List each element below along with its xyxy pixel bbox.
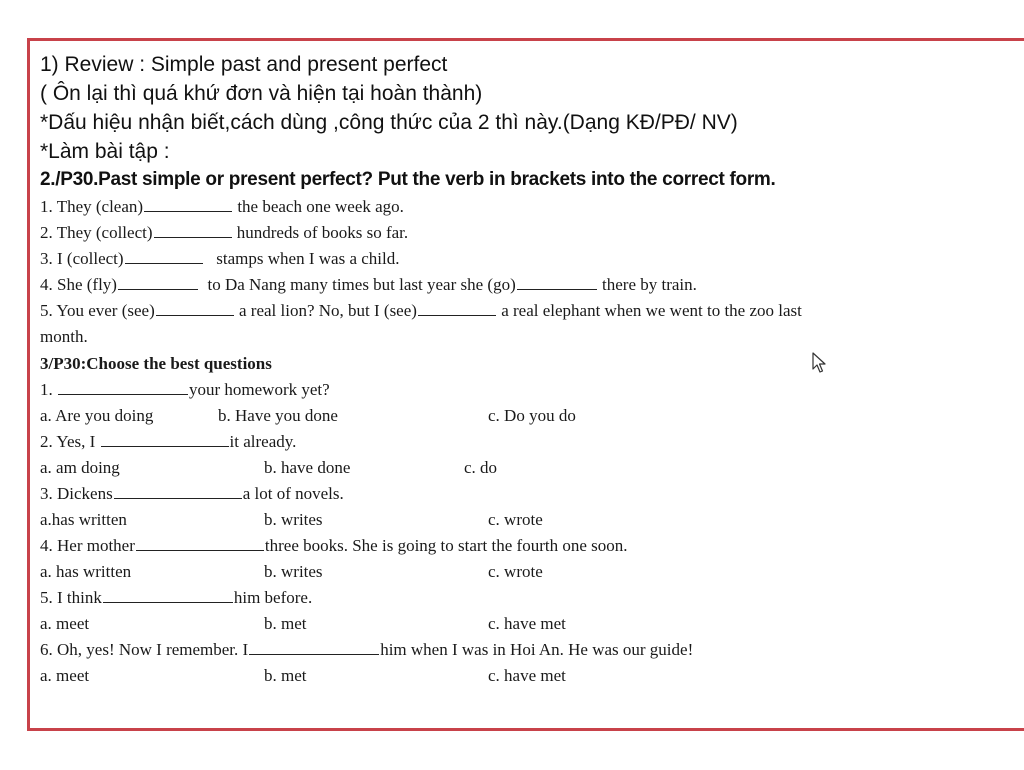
s3-options-5 — [40, 611, 1010, 637]
s3-question-5 — [40, 585, 1010, 611]
option-a[interactable]: a. Are you doing — [40, 406, 154, 425]
answer-blank[interactable] — [58, 379, 188, 395]
s3-options-6 — [40, 663, 1010, 689]
question-text: 6. Oh, yes! Now I remember. I — [40, 640, 249, 659]
answer-blank[interactable] — [101, 431, 229, 447]
option-a[interactable]: a. has written — [40, 562, 132, 581]
question-rest: him before. — [233, 588, 313, 607]
s2-item-5 — [40, 298, 1010, 324]
s2-item-3 — [40, 246, 1010, 272]
answer-blank[interactable] — [156, 300, 234, 316]
answer-blank[interactable] — [418, 300, 496, 316]
section2-title: 2./P30.Past simple or present perfect? Put the verb in brackets into the correct form. — [40, 169, 776, 190]
s2-item-3-text: 3. I (collect) — [40, 249, 124, 268]
question-rest: a lot of novels. — [242, 484, 344, 503]
answer-blank[interactable] — [517, 274, 597, 290]
option-a[interactable]: a.has written — [40, 510, 127, 529]
option-b[interactable]: b. Have you done — [218, 406, 338, 425]
s2-item-2-text: 2. They (collect) — [40, 223, 153, 242]
option-c[interactable]: c. wrote — [488, 510, 543, 529]
option-b[interactable]: b. writes — [264, 510, 323, 529]
s3-question-6 — [40, 637, 1010, 663]
s2-item-4-rest: there by train. — [602, 275, 697, 294]
answer-blank[interactable] — [144, 196, 232, 212]
signs-instruction: *Dấu hiệu nhận biết,cách dùng ,công thức của 2 thì này.(Dạng KĐ/PĐ/ NV) — [40, 111, 738, 134]
section3-title: 3/P30:Choose the best questions — [40, 354, 272, 373]
s3-options-2 — [40, 455, 1010, 481]
question-text: 2. Yes, I — [40, 432, 100, 451]
option-b[interactable]: b. met — [264, 666, 307, 685]
question-rest: it already. — [229, 432, 297, 451]
worksheet-content — [40, 50, 1010, 689]
s3-question-1 — [40, 377, 1010, 403]
answer-blank[interactable] — [154, 222, 232, 238]
question-text: 3. Dickens — [40, 484, 113, 503]
option-a[interactable]: a. am doing — [40, 458, 120, 477]
s2-item-5-mid: a real lion? No, but I (see) — [238, 301, 417, 320]
s3-options-3 — [40, 507, 1010, 533]
question-rest: your homework yet? — [189, 380, 330, 399]
review-vietnamese: ( Ôn lại thì quá khứ đơn và hiện tại hoàn thành) — [40, 82, 483, 105]
option-c[interactable]: c. do — [464, 458, 498, 477]
question-text: 4. Her mother — [40, 536, 135, 555]
option-a[interactable]: a. meet — [40, 614, 90, 633]
s3-options-4 — [40, 559, 1010, 585]
s2-item-4-text: 4. She (fly) — [40, 275, 117, 294]
s3-question-3 — [40, 481, 1010, 507]
option-b[interactable]: b. met — [264, 614, 307, 633]
answer-blank[interactable] — [249, 639, 379, 655]
option-c[interactable]: c. have met — [488, 666, 566, 685]
answer-blank[interactable] — [103, 587, 233, 603]
review-heading: 1) Review : Simple past and present perfect — [40, 53, 448, 76]
s3-options-1 — [40, 403, 1010, 429]
mouse-pointer-icon — [812, 352, 828, 374]
option-a[interactable]: a. meet — [40, 666, 90, 685]
s3-question-4 — [40, 533, 1010, 559]
answer-blank[interactable] — [118, 274, 198, 290]
option-c[interactable]: c. have met — [488, 614, 566, 633]
answer-blank[interactable] — [125, 248, 203, 264]
s2-item-5-text: 5. You ever (see) — [40, 301, 155, 320]
answer-blank[interactable] — [136, 535, 264, 551]
exercise-heading: *Làm bài tập : — [40, 140, 170, 163]
answer-blank[interactable] — [114, 483, 242, 499]
s2-item-4 — [40, 272, 1010, 298]
option-c[interactable]: c. Do you do — [488, 406, 576, 425]
s3-question-2 — [40, 429, 1010, 455]
option-b[interactable]: b. have done — [264, 458, 351, 477]
s2-item-5-rest: a real elephant when we went to the zoo last — [501, 301, 802, 320]
s2-item-3-rest: stamps when I was a child. — [216, 249, 400, 268]
s2-item-1-rest: the beach one week ago. — [237, 197, 404, 216]
question-rest: three books. She is going to start the fourth one soon. — [264, 536, 628, 555]
question-text: 5. I think — [40, 588, 102, 607]
question-rest: him when I was in Hoi An. He was our guide! — [380, 640, 694, 659]
s2-item-1-text: 1. They (clean) — [40, 197, 144, 216]
s2-item-4-mid: to Da Nang many times but last year she (go) — [207, 275, 516, 294]
option-c[interactable]: c. wrote — [488, 562, 543, 581]
option-b[interactable]: b. writes — [264, 562, 323, 581]
s2-item-5-wrap: month. — [40, 327, 88, 346]
s2-item-1 — [40, 194, 1010, 220]
s2-item-2-rest: hundreds of books so far. — [236, 223, 409, 242]
s2-item-2 — [40, 220, 1010, 246]
question-text: 1. — [40, 380, 57, 399]
